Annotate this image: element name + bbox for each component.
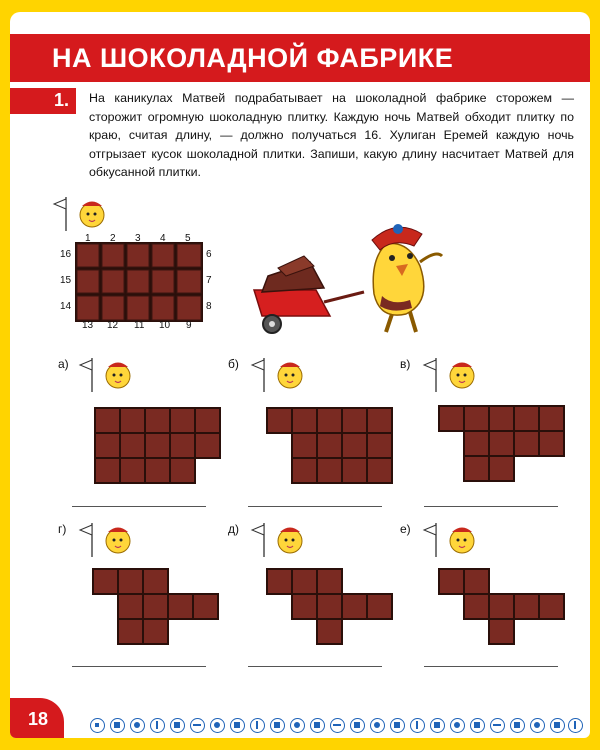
chick-flag-icon — [422, 356, 482, 396]
chocolate-shape-g — [92, 568, 220, 646]
pattern-dot-icon — [210, 718, 225, 733]
pattern-dot-icon — [130, 718, 145, 733]
example-bar — [75, 242, 203, 327]
task-number: 1. — [54, 90, 70, 110]
edge-num: 14 — [60, 301, 72, 312]
edge-num: 2 — [110, 233, 116, 244]
pattern-dot-icon — [390, 718, 405, 733]
pattern-dot-icon — [270, 718, 285, 733]
answer-line[interactable] — [424, 666, 558, 667]
pattern-dot-icon — [310, 718, 325, 733]
pattern-dot-icon — [90, 718, 105, 733]
chick-flag-icon — [250, 356, 310, 396]
chick-icon — [372, 224, 442, 332]
edge-num: 10 — [159, 320, 171, 331]
answer-line[interactable] — [72, 666, 206, 667]
edge-num: 11 — [134, 320, 145, 331]
edge-num: 9 — [186, 320, 192, 331]
chick-flag-icon — [78, 356, 138, 396]
chick-flag-icon — [422, 521, 482, 561]
worksheet-page — [10, 12, 590, 738]
title-bar — [10, 34, 590, 82]
answer-line[interactable] — [72, 506, 206, 507]
chocolate-shape-v — [438, 405, 566, 483]
pattern-dot-icon — [250, 718, 265, 733]
answer-line[interactable] — [424, 506, 558, 507]
edge-num: 7 — [206, 275, 212, 286]
chocolate-shape-e — [438, 568, 566, 646]
chick-flag-icon — [52, 195, 112, 235]
puzzle-label: г) — [58, 522, 67, 536]
pattern-dot-icon — [450, 718, 465, 733]
edge-num: 13 — [82, 320, 94, 331]
pattern-dot-icon — [110, 718, 125, 733]
chick-flag-icon — [78, 521, 138, 561]
pattern-dot-icon — [430, 718, 445, 733]
pattern-dot-icon — [530, 718, 545, 733]
pattern-dot-icon — [490, 718, 505, 733]
chick-flag-icon — [250, 521, 310, 561]
edge-num: 5 — [185, 233, 191, 244]
pattern-dot-icon — [550, 718, 565, 733]
pattern-dot-icon — [510, 718, 525, 733]
pattern-dot-icon — [470, 718, 485, 733]
answer-line[interactable] — [248, 666, 382, 667]
pattern-dot-icon — [150, 718, 165, 733]
page-number-badge — [10, 698, 64, 738]
puzzle-label: е) — [400, 522, 411, 536]
chick-wheelbarrow-illustration — [246, 210, 446, 340]
pattern-dot-icon — [410, 718, 425, 733]
edge-num: 6 — [206, 249, 212, 260]
pattern-dot-icon — [350, 718, 365, 733]
puzzle-label: а) — [58, 357, 69, 371]
wheelbarrow-icon — [254, 256, 364, 333]
pattern-dot-icon — [170, 718, 185, 733]
example-bar-grid — [75, 242, 203, 322]
task-text: На каникулах Матвей подрабатывает на шоколадной фабрике сторожем — сторожит огромную шоколадную плитку. Каждую ночь Матвей обходит плитку по краю, считая длину, — должно получаться 16. Хулиган Еремей каждую ночь отгрызает кусок шоколадной плитки. Запиши, какую длину насчитает Матвей для обкусанной плитки. — [89, 91, 574, 179]
chocolate-shape-a — [94, 407, 222, 485]
pattern-dot-icon — [370, 718, 385, 733]
puzzle-label: д) — [228, 522, 239, 536]
task-number-badge — [10, 88, 76, 114]
puzzle-label: б) — [228, 357, 239, 371]
pattern-dot-icon — [568, 718, 583, 733]
pattern-dot-icon — [330, 718, 345, 733]
chocolate-shape-d — [266, 568, 394, 646]
edge-num: 4 — [160, 233, 166, 244]
edge-num: 16 — [60, 249, 72, 260]
chocolate-shape-b — [266, 407, 394, 485]
edge-num: 15 — [60, 275, 72, 286]
puzzle-label: в) — [400, 357, 411, 371]
edge-num: 8 — [206, 301, 212, 312]
page-title: НА ШОКОЛАДНОЙ ФАБРИКЕ — [52, 43, 454, 73]
page-number: 18 — [28, 709, 49, 729]
edge-num: 1 — [85, 233, 91, 244]
pattern-dot-icon — [290, 718, 305, 733]
answer-line[interactable] — [248, 506, 382, 507]
pattern-dot-icon — [190, 718, 205, 733]
edge-num: 3 — [135, 233, 141, 244]
edge-num: 12 — [107, 320, 119, 331]
pattern-dot-icon — [230, 718, 245, 733]
